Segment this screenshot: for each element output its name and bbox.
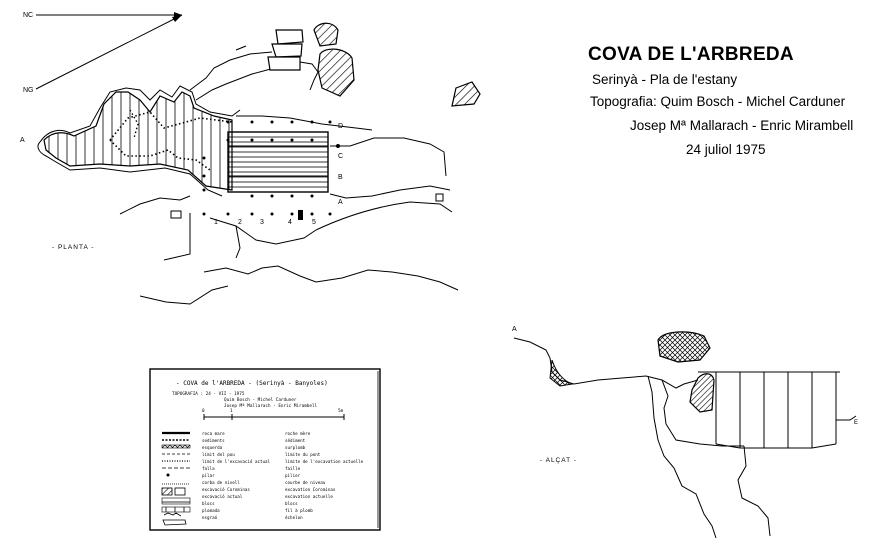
legend-row-fr: excavation actuelle [285,494,333,499]
row-letter-c: C [338,153,344,160]
legend-row-ca: excavació actual [202,494,243,499]
legend-title: - COVA de l'ARBREDA - (Serinyà - Banyoles) [176,380,328,387]
credits-line-1: Topografia: Quim Bosch - Michel Carduner [590,94,846,109]
legend-row-fr: faille [285,466,301,471]
legend-row-ca: excavació Corominas [202,487,250,492]
legend-row-ca: blocs [202,501,215,506]
legend-row-fr: fil à plomb [285,508,313,513]
map-title: COVA DE L'ARBREDA [588,44,794,65]
scale-tick-0: 0 [202,409,205,414]
legend-row-fr: sédiment [285,438,306,443]
plan-column-numbers [214,219,316,226]
north-label-nc: NC [23,12,34,19]
column-number-4: 4 [288,219,292,226]
elevation-marker-e: E [854,420,859,426]
elevation-marker-a: A [512,326,517,333]
plan-section-marker: A [20,137,25,144]
legend-row-ca: esgraó [202,515,218,520]
legend-row-ca: plomada [202,508,220,513]
legend-row-fr: échelon [285,515,303,520]
column-number-5: 5 [312,219,316,226]
column-number-2: 2 [238,219,242,226]
legend-row-ca: pilar [202,473,215,478]
row-letter-a: A [338,199,343,206]
legend-row-ca: corba de nivell [202,480,240,485]
legend-row-ca: roca mare [202,431,225,436]
legend-row-ca: sediments [202,438,225,443]
plan-blocks [236,23,480,106]
legend-row-fr: limite du pont [285,452,321,457]
map-subtitle: Serinyà - Pla de l'estany [592,72,738,87]
column-number-1: 1 [214,219,218,226]
scale-tick-1: 1 [230,409,233,414]
north-arrows [23,12,182,94]
scale-tick-5m: 5m [338,409,344,414]
legend-row-fr: excavation Corominas [285,487,336,492]
legend-names-2: Josep Mª Mallarach - Enric Mirambell [224,404,318,409]
legend-row-fr: blocs [285,501,298,506]
legend-row-fr: limite de l'excavation actuelle [285,459,364,464]
legend-row-fr: roche mère [285,431,311,436]
elevation-view [514,332,859,538]
legend-card [150,369,380,530]
legend-row-fr: surplomb [285,445,306,450]
legend-row-ca: esquerda [202,445,223,450]
plan-row-letters [338,123,343,206]
plan-view [38,52,458,304]
legend-row-ca: límit de l'excavació actual [202,459,271,464]
legend-topografia: TOPOGRAFIA : 24 - VII - 1975 [172,392,245,397]
plan-label: - PLANTA - [52,244,95,251]
legend-row-ca: falla [202,466,215,471]
legend-names-1: Quim Bosch - Michel Carduner [224,398,297,403]
north-label-ng: NG [23,87,34,94]
row-letter-b: B [338,174,343,181]
survey-date: 24 juliol 1975 [686,142,766,157]
elevation-label: - ALÇAT - [540,457,577,464]
legend-row-fr: pilier [285,473,301,478]
column-number-3: 3 [260,219,264,226]
credits-line-2: Josep Mª Mallarach - Enric Mirambell [630,118,854,133]
legend-row-fr: courbe de niveau [285,480,326,485]
legend-row-ca: límit del pou [202,452,235,457]
row-letter-d: D [338,123,344,130]
